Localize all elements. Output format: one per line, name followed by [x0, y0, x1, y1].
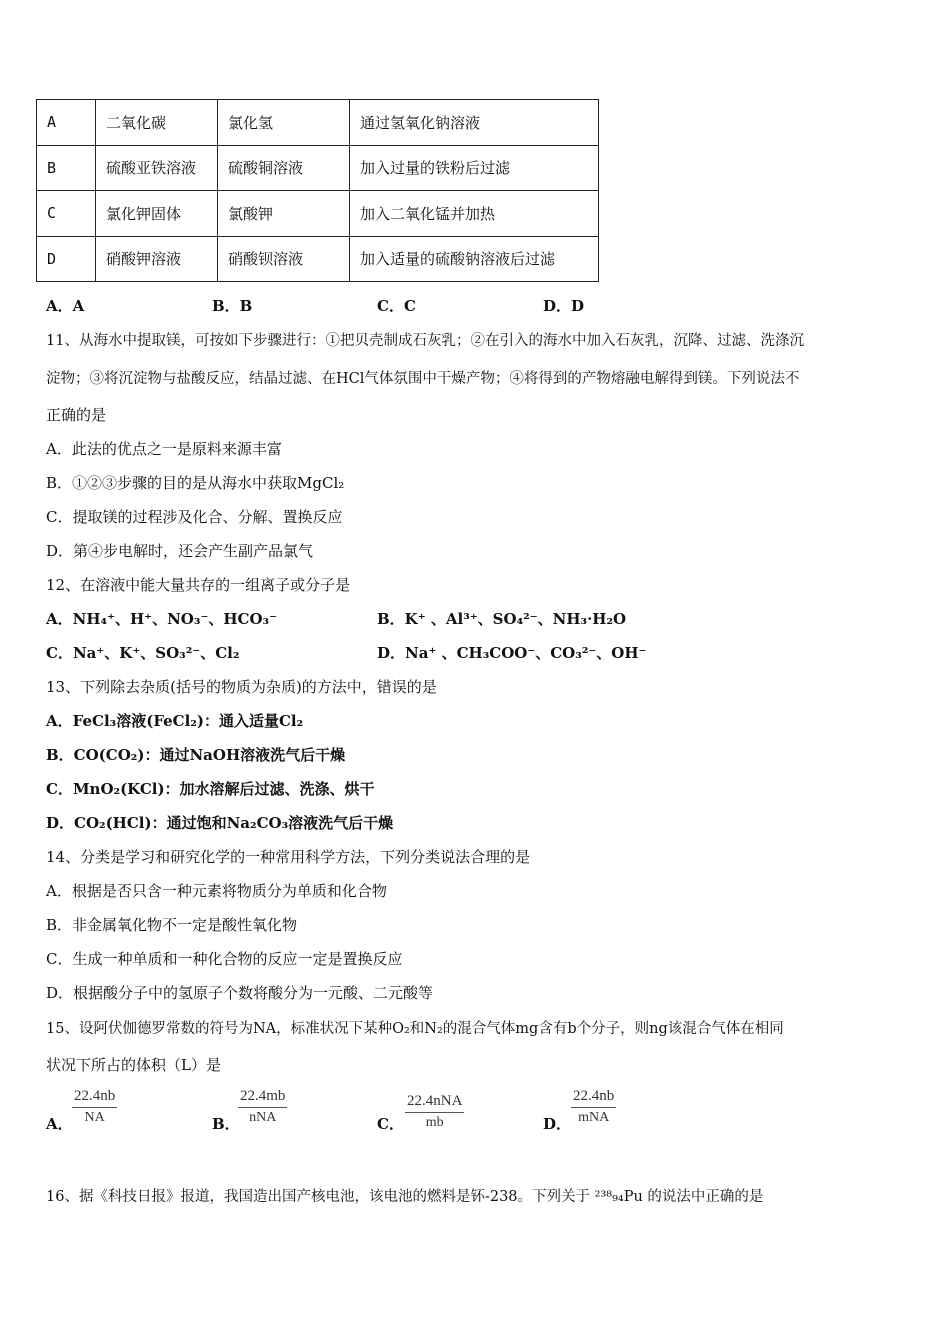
q13-option-a: A．FeCl₃溶液(FeCl₂)：通入适量Cl₂ [46, 712, 304, 730]
table-cell: A [37, 100, 96, 146]
q11-option-a: A．此法的优点之一是原料来源丰富 [46, 440, 282, 458]
table-cell: 加入二氧化锰并加热 [350, 191, 599, 237]
q15-stem-line1: 15、设阿伏伽德罗常数的符号为NA，标准状况下某种O₂和N₂的混合气体mg含有b个分子，则ng该混合气体在相同 [46, 1021, 784, 1037]
fraction-denominator: nNA [249, 1110, 277, 1125]
q13-option-d: D．CO₂(HCl)：通过饱和Na₂CO₃溶液洗气后干燥 [46, 814, 394, 832]
q15-option-d-fraction [571, 1088, 616, 1126]
table-cell: 加入过量的铁粉后过滤 [350, 145, 599, 191]
table-cell: 氯化钾固体 [96, 191, 218, 237]
fraction-denominator: NA [84, 1110, 105, 1125]
q15-option-c-fraction [405, 1093, 464, 1131]
table-cell: 通过氢氧化钠溶液 [350, 100, 599, 146]
fraction-numerator: 22.4nb [72, 1088, 117, 1108]
q13-option-b: B．CO(CO₂)：通过NaOH溶液洗气后干燥 [46, 746, 346, 764]
q10-option-b: B．B [212, 297, 253, 315]
q15-option-a-label: A． [46, 1115, 73, 1133]
fraction-numerator: 22.4mb [238, 1088, 287, 1108]
q15-option-d-label: D． [543, 1115, 572, 1133]
q12-option-c: C．Na⁺、K⁺、SO₃²⁻、Cl₂ [46, 644, 240, 662]
table-cell: 硝酸钾溶液 [96, 236, 218, 282]
q13-option-c: C．MnO₂(KCl)：加水溶解后过滤、洗涤、烘干 [46, 780, 375, 798]
q15-option-b-fraction [238, 1088, 287, 1126]
q11-option-d: D．第④步电解时，还会产生副产品氯气 [46, 542, 314, 560]
q14-option-b: B．非金属氧化物不一定是酸性氧化物 [46, 916, 298, 934]
q15-option-b-label: B． [212, 1115, 240, 1133]
table-cell: 硝酸钡溶液 [218, 236, 350, 282]
table-cell: C [37, 191, 96, 237]
q10-option-a: A．A [46, 297, 85, 315]
q12-option-b: B．K⁺ 、Al³⁺、SO₄²⁻、NH₃·H₂O [377, 610, 627, 628]
table-cell: 硫酸亚铁溶液 [96, 145, 218, 191]
q11-stem-line2: 淀物；③将沉淀物与盐酸反应，结晶过滤、在HCl气体氛围中干燥产物；④将得到的产物熔融电解得到镁。下列说法不 [46, 371, 800, 387]
q11-stem-line1: 11、从海水中提取镁，可按如下步骤进行：①把贝壳制成石灰乳；②在引入的海水中加入石灰乳，沉降、过滤、洗涤沉 [46, 333, 804, 349]
q12-option-a: A．NH₄⁺、H⁺、NO₃⁻、HCO₃⁻ [46, 610, 278, 628]
q14-option-d: D．根据酸分子中的氢原子个数将酸分为一元酸、二元酸等 [46, 984, 434, 1002]
q13-stem: 13、下列除去杂质(括号的物质为杂质)的方法中，错误的是 [46, 678, 437, 696]
q11-option-b: B．①②③步骤的目的是从海水中获取MgCl₂ [46, 474, 345, 492]
q14-stem: 14、分类是学习和研究化学的一种常用科学方法，下列分类说法合理的是 [46, 848, 531, 866]
table-cell: 硫酸铜溶液 [218, 145, 350, 191]
table-cell: D [37, 236, 96, 282]
q11-option-c: C．提取镁的过程涉及化合、分解、置换反应 [46, 508, 343, 526]
table-cell: 加入适量的硫酸钠溶液后过滤 [350, 236, 599, 282]
fraction-denominator: mNA [578, 1110, 610, 1125]
table-cell: 氯化氢 [218, 100, 350, 146]
table-cell: B [37, 145, 96, 191]
table-cell: 氯酸钾 [218, 191, 350, 237]
table-row [37, 236, 599, 282]
q14-option-a: A．根据是否只含一种元素将物质分为单质和化合物 [46, 882, 387, 900]
q14-option-c: C．生成一种单质和一种化合物的反应一定是置换反应 [46, 950, 403, 968]
q11-stem-line3: 正确的是 [46, 406, 107, 424]
q12-stem: 12、在溶液中能大量共存的一组离子或分子是 [46, 576, 351, 594]
q15-option-a-fraction [72, 1088, 117, 1126]
fraction-numerator: 22.4nNA [405, 1093, 464, 1113]
q10-option-c: C．C [377, 297, 416, 315]
comparison-table [36, 99, 599, 282]
table-cell: 二氧化碳 [96, 100, 218, 146]
q12-option-d: D．Na⁺ 、CH₃COO⁻、CO₃²⁻、OH⁻ [377, 644, 647, 662]
q10-option-d: D．D [543, 297, 585, 315]
fraction-numerator: 22.4nb [571, 1088, 616, 1108]
fraction-denominator: mb [425, 1115, 444, 1130]
table-row [37, 145, 599, 191]
table-row [37, 191, 599, 237]
q16-stem: 16、据《科技日报》报道，我国造出国产核电池，该电池的燃料是钚-238。下列关于 ²³⁸₉₄Pu 的说法中正确的是 [46, 1189, 764, 1205]
q15-stem-line2: 状况下所占的体积（L）是 [46, 1056, 221, 1074]
q15-option-c-label: C． [377, 1115, 404, 1133]
table-row [37, 100, 599, 146]
